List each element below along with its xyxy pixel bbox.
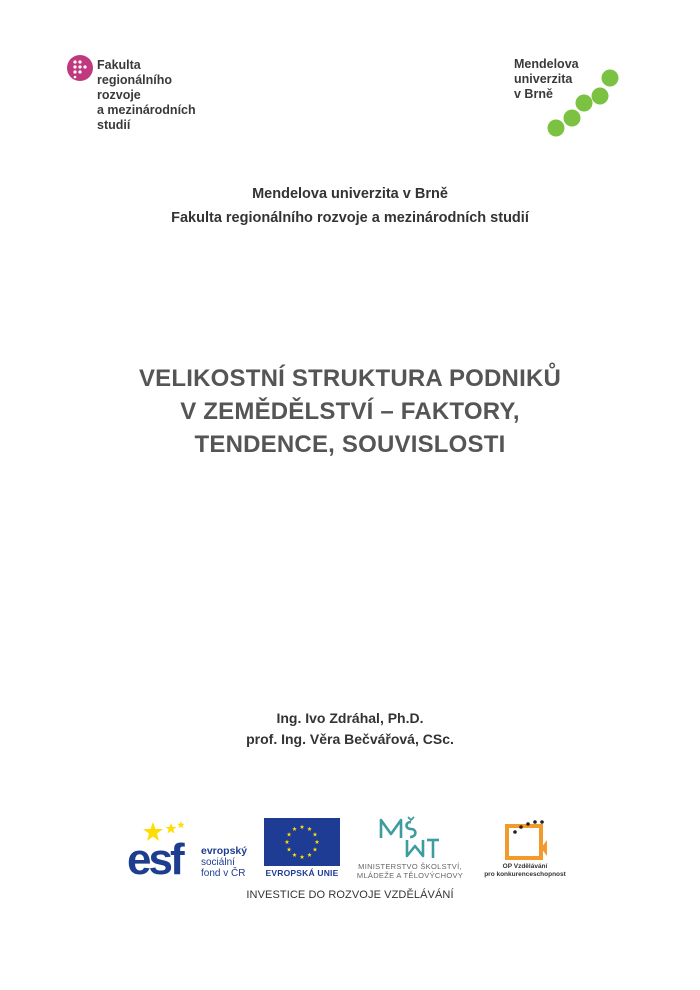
eu-stars-icon <box>264 818 340 866</box>
faculty-logo-line: studií <box>97 118 131 132</box>
university-dots-icon <box>542 63 622 143</box>
op-text-line: OP Vzdělávání <box>502 863 548 870</box>
esf-logo <box>127 818 262 884</box>
msmt-logo <box>345 816 475 886</box>
esf-text-line: evropský <box>201 845 248 857</box>
eu-label: EVROPSKÁ UNIE <box>265 868 339 878</box>
msmt-text <box>345 862 475 880</box>
eu-star <box>292 827 297 831</box>
university-logo-line: v Brně <box>514 87 553 101</box>
op-mark-icon <box>501 818 551 862</box>
eu-star <box>287 832 292 836</box>
faculty-logo-line: regionálního <box>97 73 172 87</box>
university-name: Mendelova univerzita v Brně <box>252 186 448 202</box>
eu-star <box>287 847 292 851</box>
title-line: TENDENCE, SOUVISLOSTI <box>194 431 506 458</box>
msmt-text-line: MINISTERSTVO ŠKOLSTVÍ, <box>358 862 462 871</box>
op-text-line: pro konkurenceschopnost <box>484 871 566 878</box>
eu-flag <box>264 818 340 866</box>
eu-star <box>292 853 297 857</box>
faculty-name: Fakulta regionálního rozvoje a mezinárodních studií <box>171 210 529 226</box>
faculty-logo-line: a mezinárodních <box>97 103 196 117</box>
op-logo <box>480 818 570 888</box>
faculty-logo-line: rozvoje <box>97 88 141 102</box>
faculty-logo-icon <box>66 54 94 82</box>
author-name: prof. Ing. Věra Bečvářová, CSc. <box>246 731 454 747</box>
eu-star <box>315 840 320 844</box>
footer-tagline: INVESTICE DO ROZVOJE VZDĚLÁVÁNÍ <box>246 889 454 901</box>
esf-text <box>201 846 247 879</box>
faculty-logo-text <box>97 58 196 133</box>
eu-star <box>307 827 312 831</box>
university-logo-line: Mendelova <box>514 57 579 71</box>
eu-logo <box>264 818 340 880</box>
title-line: V ZEMĚDĚLSTVÍ – FAKTORY, <box>180 398 520 425</box>
authors <box>0 708 700 750</box>
msmt-text-line: MLÁDEŽE A TĚLOVÝCHOVY <box>356 871 464 880</box>
esf-letters: esf <box>127 835 182 884</box>
esf-text-line: fond v ČR <box>201 868 246 879</box>
esf-text-line: sociální <box>201 857 235 868</box>
eu-star <box>300 855 305 859</box>
title-line: VELIKOSTNÍ STRUKTURA PODNIKŮ <box>138 365 562 392</box>
eu-star <box>307 853 312 857</box>
eu-star <box>313 832 318 836</box>
eu-star <box>313 847 318 851</box>
institution-header <box>0 182 700 230</box>
eu-star <box>300 825 305 829</box>
msmt-mark-icon <box>377 816 441 860</box>
document-title <box>40 362 660 461</box>
faculty-logo-line: Fakulta <box>97 58 141 72</box>
university-logo-line: univerzita <box>514 72 573 86</box>
op-text <box>480 863 570 879</box>
author-name: Ing. Ivo Zdráhal, Ph.D. <box>276 710 424 726</box>
eu-star <box>285 840 290 844</box>
university-logo <box>512 55 632 145</box>
faculty-logo <box>66 54 226 144</box>
